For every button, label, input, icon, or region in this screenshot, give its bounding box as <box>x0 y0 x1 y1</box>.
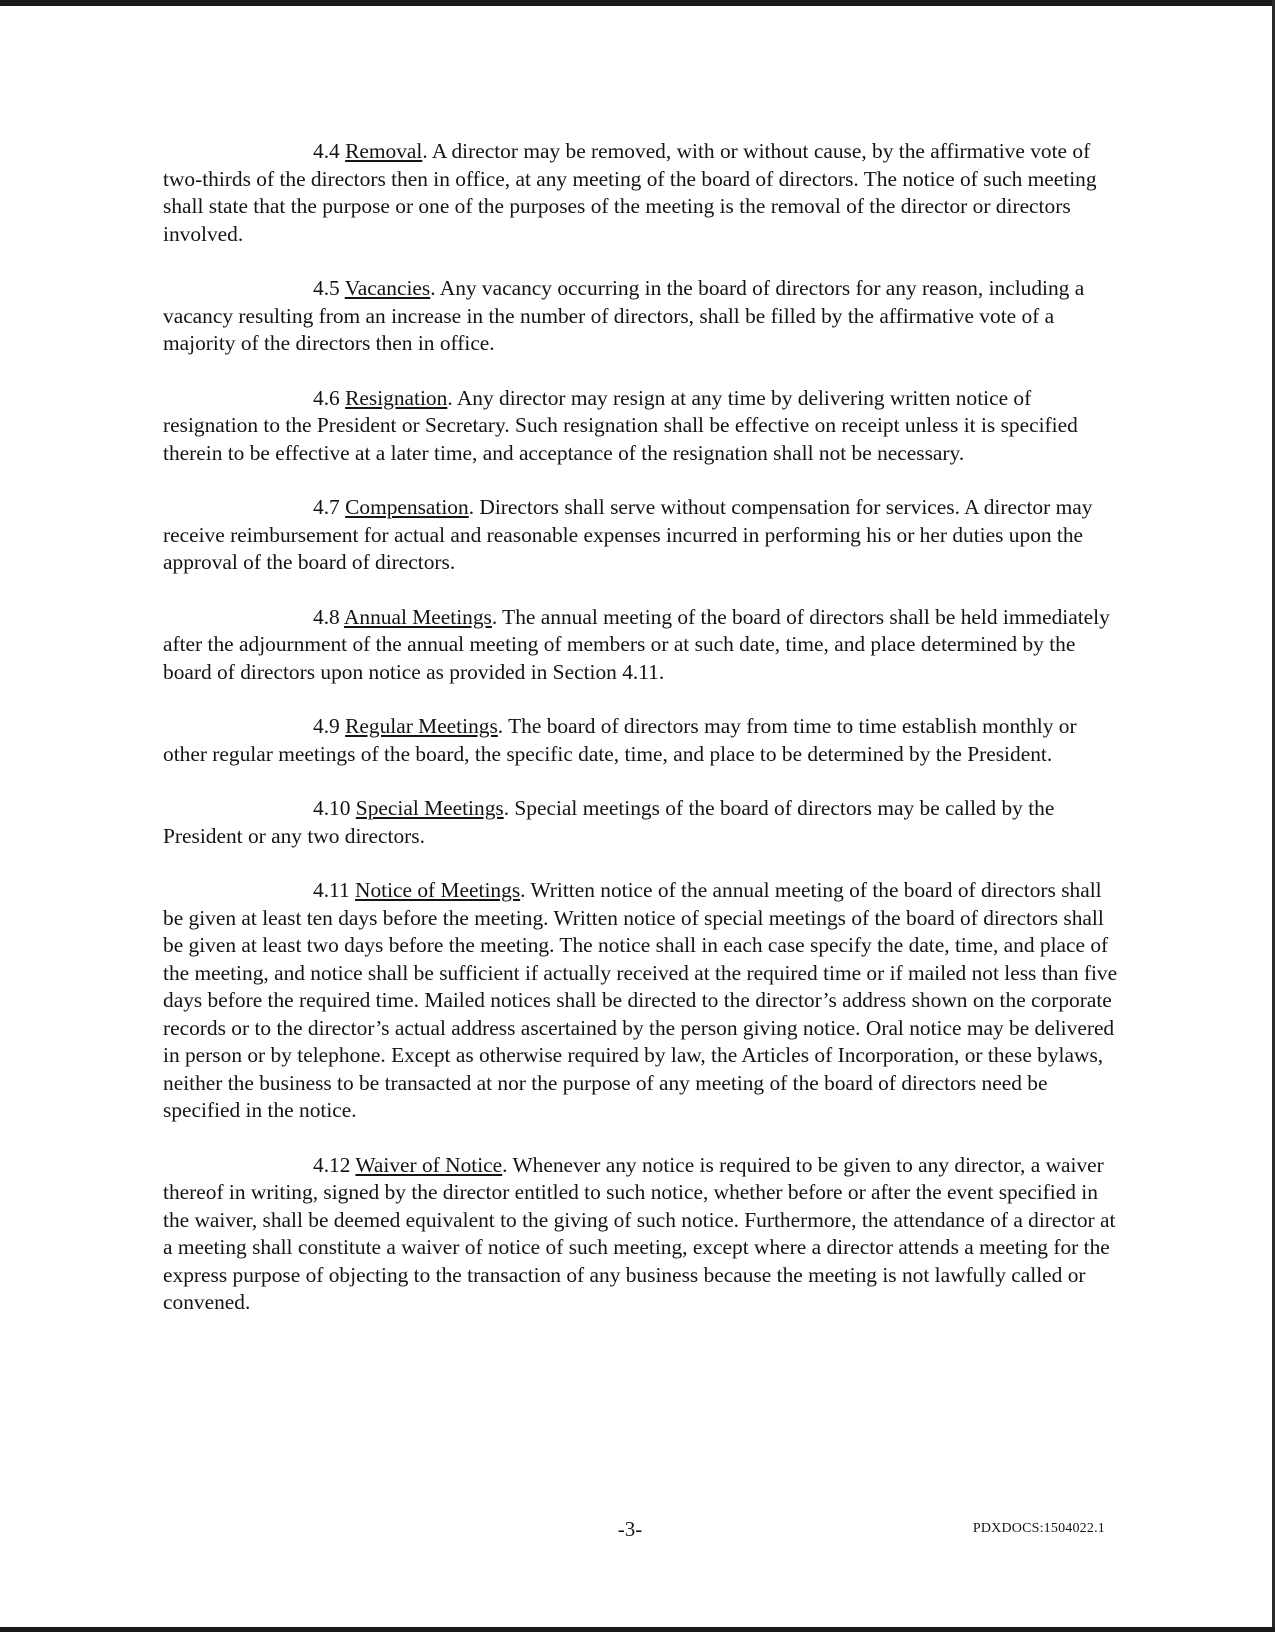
section-4-11 <box>163 877 1123 1125</box>
section-number: 4.4 <box>313 139 340 163</box>
section-number: 4.9 <box>313 714 340 738</box>
document-id: PDXDOCS:1504022.1 <box>972 1521 1105 1536</box>
page-number: -3- <box>617 1517 643 1541</box>
section-4-9 <box>163 713 1123 768</box>
section-4-12 <box>163 1152 1123 1317</box>
section-heading: Regular Meetings <box>345 714 498 738</box>
section-text: . The annual meeting of the board of directors shall be held immediately after the adjournment of the annual meeting of members or at such date, time, and place determined by the board of directors upon notice as provided in Section 4.11. <box>163 604 1110 684</box>
section-heading: Removal <box>345 139 423 163</box>
section-heading: Notice of Meetings <box>355 878 521 902</box>
section-heading: Special Meetings <box>355 796 504 820</box>
section-text: . The board of directors may from time to time establish monthly or other regular meetings of the board, the specific date, time, and place to be determined by the President. <box>163 714 1077 766</box>
section-4-5 <box>163 275 1123 358</box>
section-number: 4.12 <box>313 1152 351 1177</box>
section-text: . Directors shall serve without compensation for services. A director may receive reimbursement for actual and reasonable expenses incurred in performing his or her duties upon the approval of the board of directors. <box>163 495 1093 574</box>
section-text: . Any director may resign at any time by delivering written notice of resignation to the President or Secretary. Such resignation shall be effective on receipt unless it is specified therein to be effective at a later time, and acceptance of the resignation shall not be necessary. <box>163 385 1078 465</box>
section-number: 4.8 <box>313 604 340 629</box>
section-heading: Compensation <box>345 495 469 519</box>
section-number: 4.11 <box>313 878 350 902</box>
section-text: . A director may be removed, with or without cause, by the affirmative vote of two-thirds of the directors then in office, at any meeting of the board of directors. The notice of such meeting shall state that the purpose or one of the purposes of the meeting is the removal of the director or directors involved. <box>163 139 1097 246</box>
section-4-4 <box>163 138 1123 248</box>
section-heading: Annual Meetings <box>343 604 492 629</box>
section-text: . Whenever any notice is required to be given to any director, a waiver thereof in writing, signed by the director entitled to such notice, whether before or after the event specified in the waiver, shall be deemed equivalent to the giving of such notice. Furthermore, the attendance of a director at a meeting shall constitute a waiver of notice of such meeting, except where a director attends a meeting for the express purpose of objecting to the transaction of any business because the meeting is not lawfully called or convened. <box>163 1152 1116 1314</box>
section-heading: Resignation <box>345 385 448 410</box>
section-heading: Vacancies <box>344 276 431 300</box>
section-text: . Any vacancy occurring in the board of directors for any reason, including a vacancy resulting from an increase in the number of directors, shall be filled by the affirmative vote of a majority of the directors then in office. <box>163 276 1085 355</box>
section-text: . Written notice of the annual meeting of the board of directors shall be given at least ten days before the meeting. Written notice of special meetings of the board of directors shall be given at least two days before the meeting. The notice shall in each case specify the date, time, and place of the meeting, and notice shall be sufficient if actually received at the required time or if mailed not less than five days before the required time. Mailed notices shall be directed to the director’s address shown on the corporate records or to the director’s actual address ascertained by the person giving notice. Oral notice may be delivered in person or by telephone. Except as otherwise required by law, the Articles of Incorporation, or these bylaws, neither the business to be transacted at nor the purpose of any meeting of the board of directors need be specified in the notice. <box>163 878 1118 1122</box>
section-4-7 <box>163 494 1123 577</box>
scan-border-bottom <box>0 1627 1275 1632</box>
section-text: . Special meetings of the board of directors may be called by the President or any two directors. <box>163 796 1055 848</box>
section-number: 4.6 <box>313 385 340 410</box>
section-4-8 <box>163 604 1123 687</box>
section-number: 4.7 <box>313 495 340 519</box>
section-number: 4.5 <box>313 276 340 300</box>
section-number: 4.10 <box>313 796 351 820</box>
document-body <box>163 138 1123 1344</box>
section-heading: Waiver of Notice <box>355 1152 503 1177</box>
scan-border-top <box>0 0 1275 6</box>
section-4-10 <box>163 795 1123 850</box>
section-4-6 <box>163 385 1123 468</box>
